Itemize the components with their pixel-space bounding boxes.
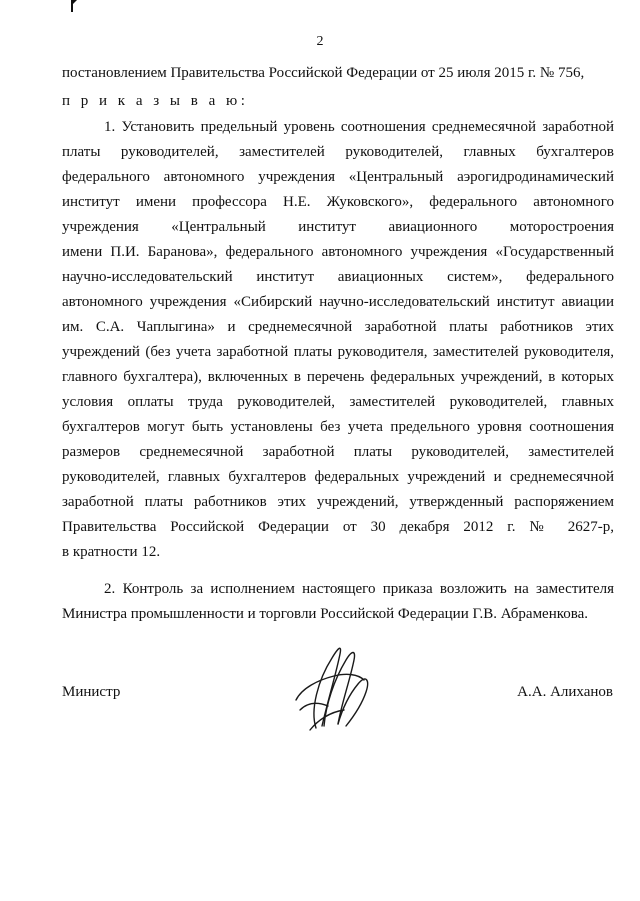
paragraph-1-line-6: имени П.И. Баранова», федерального автономного учреждения «Государственный bbox=[62, 244, 614, 260]
handwritten-signature bbox=[288, 640, 372, 734]
paragraph-1-line-2: платы руководителей, заместителей руководителей, главных бухгалтеров bbox=[62, 144, 614, 160]
paragraph-1-line-11: главного бухгалтера), включенных в перечень федеральных учреждений, в которых bbox=[62, 369, 614, 385]
paragraph-1-line-5: учреждения «Центральный институт авиационного моторостроения bbox=[62, 219, 614, 235]
paragraph-2-line-2: Министра промышленности и торговли Российской Федерации Г.В. Абраменкова. bbox=[62, 606, 589, 622]
paragraph-1-line-4: институт имени профессора Н.Е. Жуковского», федерального автономного bbox=[62, 194, 614, 210]
paragraph-1-line-15: руководителей, главных бухгалтеров федеральных учреждений и среднемесячной bbox=[62, 469, 614, 485]
body-line-1: постановлением Правительства Российской Федерации от 25 июля 2015 г. № 756, bbox=[62, 65, 585, 81]
signatory-name: А.А. Алиханов bbox=[517, 684, 613, 700]
paragraph-1-line-7: научно-исследовательский институт авиационных систем», федерального bbox=[62, 269, 614, 285]
paragraph-1-line-3: федерального автономного учреждения «Центральный аэрогидродинамический bbox=[62, 169, 614, 185]
paragraph-1-line-9: им. С.А. Чаплыгина» и среднемесячной заработной платы работников этих bbox=[62, 319, 614, 335]
paragraph-1-line-1: 1. Установить предельный уровень соотношения среднемесячной заработной bbox=[104, 119, 614, 135]
paragraph-1-line-17: Правительства Российской Федерации от 30 декабря 2012 г. № 2627-р, bbox=[62, 519, 614, 535]
corner-mark-icon bbox=[70, 0, 78, 12]
paragraph-1-line-16: заработной платы работников этих учреждений, утвержденный распоряжением bbox=[62, 494, 614, 510]
paragraph-1-line-14: размеров среднемесячной заработной платы руководителей, заместителей bbox=[62, 444, 614, 460]
paragraph-1-line-13: бухгалтеров могут быть установлены без учета предельного уровня соотношения bbox=[62, 419, 614, 435]
paragraph-2-line-1: 2. Контроль за исполнением настоящего приказа возложить на заместителя bbox=[104, 581, 614, 597]
signatory-position: Министр bbox=[62, 684, 121, 700]
paragraph-1-line-18: в кратности 12. bbox=[62, 544, 161, 560]
paragraph-1-line-12: условия оплаты труда руководителей, заместителей руководителей, главных bbox=[62, 394, 614, 410]
page-number: 2 bbox=[316, 34, 324, 49]
paragraph-1-line-10: учреждений (без учета заработной платы руководителя, заместителей руководителя, bbox=[62, 344, 614, 360]
order-word: п р и к а з ы в а ю: bbox=[62, 93, 249, 109]
paragraph-1-line-8: автономного учреждения «Сибирский научно-исследовательский институт авиации bbox=[62, 294, 614, 310]
